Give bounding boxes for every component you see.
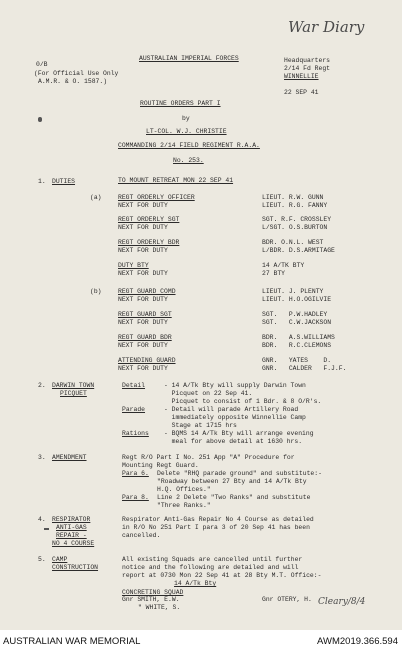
duty-assignee-next: LIEUT. R.G. FANNY [262, 202, 328, 209]
section-heading: CONSTRUCTION [52, 564, 99, 571]
para-line: Delete "RHQ parade ground" and substitute:- [157, 470, 322, 477]
ink-mark [38, 117, 42, 122]
section-number: 4. [38, 516, 46, 523]
respirator-line: in R/O No 251 Part I para 3 of 20 Sep 41 has been [122, 524, 310, 531]
section-number: 2. [38, 382, 46, 389]
section-heading: DARWIN TOWN [52, 382, 95, 389]
duty-assignee: BDR. O.N.L. WEST [262, 239, 324, 246]
duty-next: NEXT FOR DUTY [118, 202, 168, 209]
official-use-line: (For Official Use Only [34, 70, 119, 77]
section-heading: AMENDMENT [52, 454, 87, 461]
squad-member: " WHITE, S. [138, 604, 181, 611]
parade-label: Parade [122, 406, 146, 413]
duty-role: REGT ORDERLY SGT [118, 216, 180, 223]
battery-heading: 14 A/Tk Bty [174, 580, 217, 587]
duty-assignee-next: L/SGT. O.S.BURTON [262, 224, 328, 231]
respirator-line: Respirator Anti-Gas Repair No 4 Course as detailed [122, 516, 314, 523]
parade-line: - Detail will parade Artillery Road [164, 406, 299, 413]
order-date: 22 SEP 41 [284, 89, 319, 96]
archive-footer [0, 630, 402, 653]
duty-assignee: BDR. A.S.WILLIAMS [262, 334, 335, 341]
rations-line: meal for above detail at 1630 hrs. [164, 438, 303, 445]
headquarters-location: WINNELLIE [284, 73, 319, 80]
order-number: No. 253. [173, 157, 204, 164]
para-label: Para 8. [122, 494, 149, 501]
parade-line: Stage at 1715 hrs [164, 422, 237, 429]
duty-next: NEXT FOR DUTY [118, 365, 168, 372]
duty-role: DUTY BTY [118, 262, 149, 269]
duty-role: REGT GUARD SGT [118, 311, 172, 318]
reference-code: 0/B [36, 61, 48, 68]
sub-item-label: (b) [90, 288, 102, 295]
squad-member: Gnr OTERY, H. [262, 596, 312, 603]
duty-assignee-next: L/BDR. D.S.ARMITAGE [262, 247, 335, 254]
detail-line: - 14 A/Tk Bty will supply Darwin Town [164, 382, 306, 389]
duty-role: REGT GUARD COMD [118, 288, 176, 295]
duty-assignee: SGT. P.W.HADLEY [262, 311, 328, 318]
duty-assignee: LIEUT. J. PLENTY [262, 288, 324, 295]
amendment-line: Mounting Regt Guard. [122, 462, 199, 469]
duty-next: NEXT FOR DUTY [118, 319, 168, 326]
commanding-officer: LT-COL. W.J. CHRISTIE [146, 128, 227, 135]
duty-role: REGT ORDERLY BDR [118, 239, 180, 246]
duty-next: NEXT FOR DUTY [118, 224, 168, 231]
rations-label: Rations [122, 430, 149, 437]
detail-label: Detail [122, 382, 146, 389]
parade-line: immediately opposite Winnellie Camp [164, 414, 306, 421]
duty-next: NEXT FOR DUTY [118, 296, 168, 303]
duty-next: NEXT FOR DUTY [118, 270, 168, 277]
section-heading: RESPIRATOR [52, 516, 91, 523]
orders-title: ROUTINE ORDERS PART I [140, 100, 221, 107]
duty-assignee: LIEUT. R.W. GUNN [262, 194, 324, 201]
para-line: "Roadway between 27 Bty and 14 A/Tk Bty [157, 478, 307, 485]
camp-line: All existing Squads are cancelled until further [122, 556, 303, 563]
amendment-line: Regt R/O Part I No. 251 App "A" Procedure for [122, 454, 295, 461]
squad-heading: CONCRETING SQUAD [122, 589, 184, 596]
duty-role: REGT ORDERLY OFFICER [118, 194, 195, 201]
orders-by: by [182, 115, 190, 122]
camp-line: notice and the following are detailed and will [122, 564, 299, 571]
rations-line: - BQMS 14 A/Tk Bty will arrange evening [164, 430, 314, 437]
organisation-title: AUSTRALIAN IMPERIAL FORCES [139, 55, 239, 62]
duty-assignee-next: LIEUT. H.O.OGILVIE [262, 296, 332, 303]
headquarters-line: Headquarters [284, 57, 331, 64]
archive-reference: AWM2019.366.594 [317, 636, 398, 647]
section-heading: ANTI-GAS [56, 524, 87, 531]
section-heading: DUTIES [52, 178, 76, 185]
duty-assignee-next: SGT. C.W.JACKSON [262, 319, 332, 326]
section-number: 5. [38, 556, 46, 563]
handwritten-war-diary: War Diary [288, 18, 365, 36]
headquarters-line: 2/14 Fd Regt [284, 65, 331, 72]
duties-subheading: TO MOUNT RETREAT MON 22 SEP 41 [118, 177, 234, 184]
squad-member: Gnr SMITH, E.W. [122, 596, 180, 603]
duty-assignee: SGT. R.F. CROSSLEY [262, 216, 332, 223]
respirator-line: cancelled. [122, 532, 161, 539]
duty-next: NEXT FOR DUTY [118, 342, 168, 349]
camp-line: report at 0730 Mon 22 Sep 41 at 28 Bty M.T. Office:- [122, 572, 322, 579]
duty-assignee-next: 27 BTY [262, 270, 286, 277]
section-number: 3. [38, 454, 46, 461]
para-line: "Three Ranks." [157, 502, 211, 509]
ink-mark [44, 528, 49, 530]
duty-role: ATTENDING GUARD [118, 357, 176, 364]
section-heading: PICQUET [60, 390, 87, 397]
handwritten-note: Cleary/8/4 [318, 597, 366, 607]
detail-line: Picquet on 22 Sep 41. [164, 390, 253, 397]
duty-assignee-next: GNR. CALDER F.J.F. [262, 365, 347, 372]
section-heading: REPAIR - [56, 532, 87, 539]
duty-role: REGT GUARD BDR [118, 334, 172, 341]
sub-item-label: (a) [90, 194, 102, 201]
duty-assignee: 14 A/TK BTY [262, 262, 305, 269]
para-label: Para 6. [122, 470, 149, 477]
command-line: COMMANDING 2/14 FIELD REGIMENT R.A.A. [118, 142, 260, 149]
section-number: 1. [38, 178, 46, 185]
para-line: Line 2 Delete "Two Ranks" and substitute [157, 494, 311, 501]
detail-line: Picquet to consist of 1 Bdr. & 8 O/R's. [164, 398, 322, 405]
duty-assignee-next: BDR. R.C.CLEMONS [262, 342, 332, 349]
para-line: H.Q. Offices." [157, 486, 211, 493]
archive-name: AUSTRALIAN WAR MEMORIAL [3, 636, 141, 647]
section-heading: NO 4 COURSE [52, 540, 95, 547]
section-heading: CAMP [52, 556, 68, 563]
duty-next: NEXT FOR DUTY [118, 247, 168, 254]
official-use-line: A.M.R. & O. 1587.) [38, 78, 108, 85]
duty-assignee: GNR. YATES D. [262, 357, 332, 364]
